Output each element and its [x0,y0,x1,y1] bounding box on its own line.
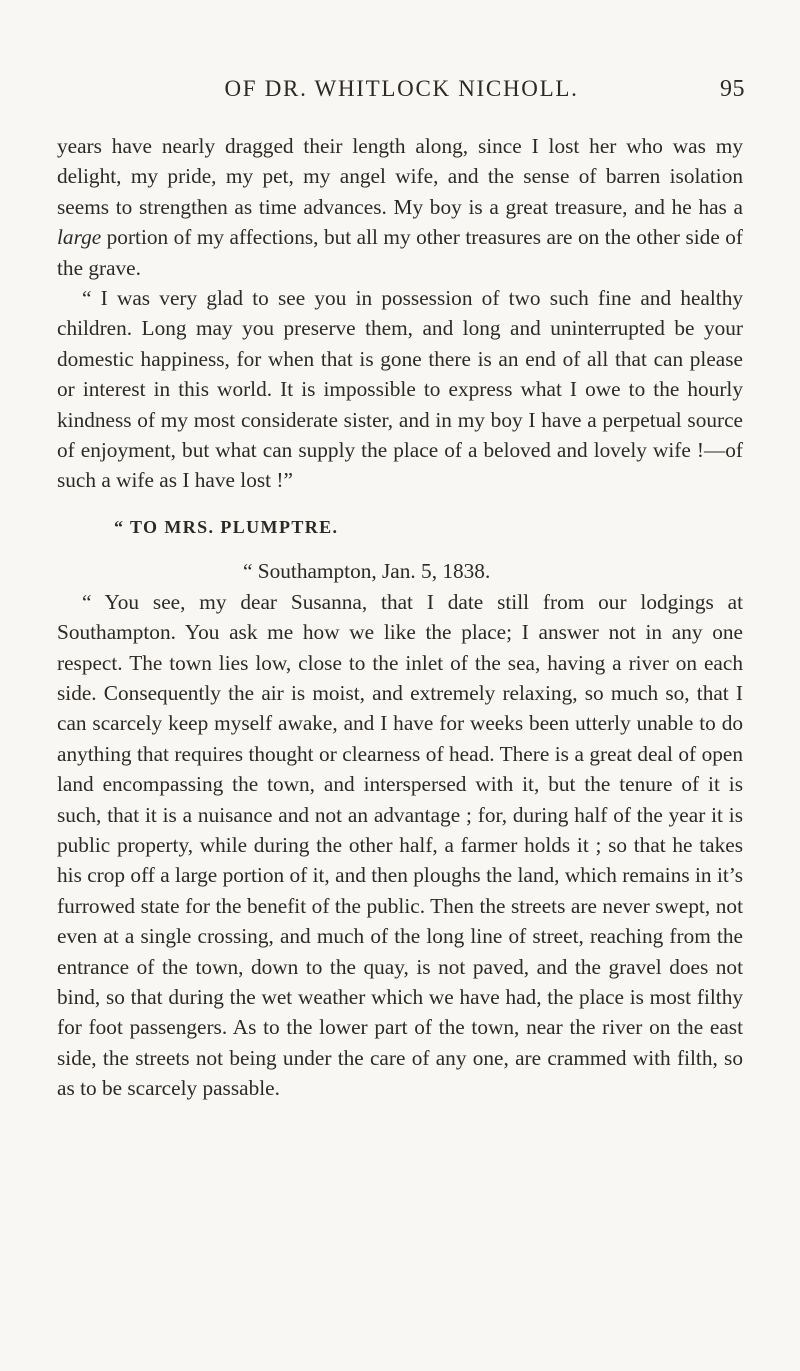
paragraph-continued [57,131,743,283]
letter-paragraph: “ I was very glad to see you in possession of two such fine and healthy children. Long may you preserve them, and long and uninterrupted be your domestic happiness, for when that is gone there is an end of all that can please or interest in this world. It is impossible to express what I owe to the hourly kindness of my most considerate sister, and in my boy I have a perpetual source of enjoyment, but what can supply the place of a beloved and lovely wife !—of such a wife as I have lost !” [57,286,743,493]
page-body [57,131,743,1104]
letter-body-paragraph: “ You see, my dear Susanna, that I date still from our lodgings at Southampton. You ask me how we like the place; I answer not in any one respect. The town lies low, close to the inlet of the sea, having a river on each side. Consequently the air is moist, and extremely relaxing, so much so, that I can scarcely keep myself awake, and I have for weeks been utterly unable to do anything that requires thought or clearness of head. There is a great deal of open land encompassing the town, and interspersed with it, but the tenure of it is such, that it is a nuisance and not an advantage ; for, during half of the year it is public property, while during the other half, a farmer holds it ; so that he takes his crop off a large portion of it, and then ploughs the land, which remains in it’s furrowed state for the benefit of the public. Then the streets are never swept, not even at a single crossing, and much of the long line of street, reaching from the entrance of the town, down to the quay, is not paved, and the gravel does not bind, so that during the wet weather which we have had, the place is most filthy for foot passengers. As to the lower part of the town, near the river on the east side, the streets not being under the care of any one, are crammed with filth, so as to be scarcely passable. [57,589,743,1101]
page-number: 95 [720,76,745,102]
letter-heading: “ TO MRS. PLUMPTRE. [114,516,339,537]
running-head [58,76,745,110]
running-title: OF DR. WHITLOCK NICHOLL. [224,76,579,101]
italic-word: large [57,225,102,250]
paragraph-text-end: portion of my affections, but all my other treasures are on the other side of the grave. [57,225,743,280]
letter-dateline: “ Southampton, Jan. 5, 1838. [243,559,491,584]
paragraph-text-start: years have nearly dragged their length along, since I lost her who was my delight, my pride, my pet, my angel wife, and the sense of barren isolation seems to strengthen as time advances. My boy is a great treasure, and he has a [57,134,743,219]
